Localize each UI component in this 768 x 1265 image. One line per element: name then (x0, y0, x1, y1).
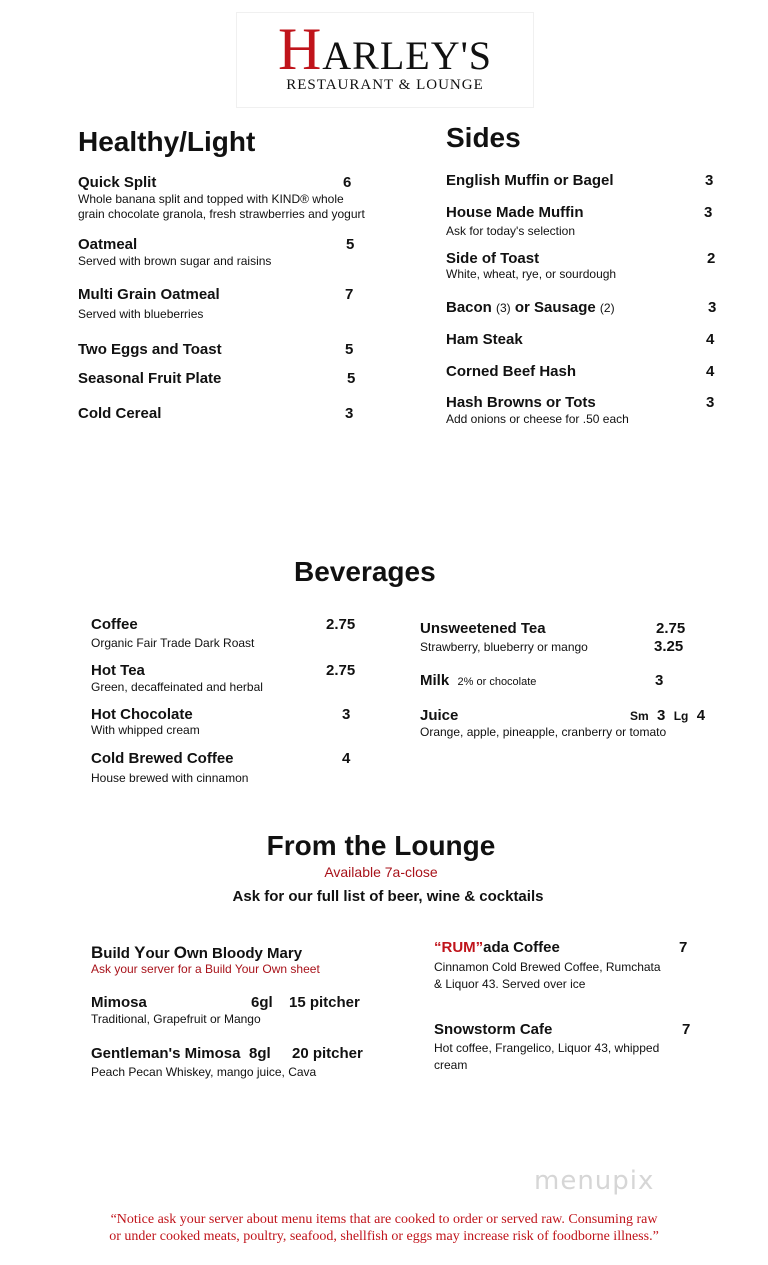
menu-item-pitcher-price: 15 pitcher (289, 994, 360, 1011)
bacon-label: Bacon (446, 299, 492, 316)
menu-item-desc: Traditional, Grapefruit or Mango (91, 1012, 261, 1026)
menu-item-name: Hot Tea (91, 662, 145, 679)
bloody-o: O (173, 943, 188, 962)
juice-sm-label: Sm (630, 709, 649, 723)
menu-item-price: 7 (682, 1021, 691, 1038)
menu-item-price: 5 (345, 341, 354, 358)
menu-item-price: 4 (342, 750, 351, 767)
menu-item-price: 3 (345, 405, 354, 422)
menu-item-price: 3 (342, 706, 351, 723)
menu-item-price: 3 (705, 172, 714, 189)
menu-item-desc: Whole banana split and topped with KIND® whole grain chocolate granola, fresh strawberries and yogurt (78, 192, 365, 221)
menu-item-price: 8gl (249, 1045, 271, 1062)
bloody-b: B (91, 943, 104, 962)
menu-item-price: 2.75 (326, 616, 356, 633)
menu-item-name: Cold Cereal (78, 405, 162, 422)
sausage-qty: (2) (599, 301, 615, 315)
milk-label: Milk (420, 672, 450, 689)
menu-item-price: 3 (706, 394, 715, 411)
menu-item-name: Side of Toast (446, 250, 540, 267)
sausage-label: or Sausage (514, 299, 596, 316)
menu-item-desc: With whipped cream (91, 723, 200, 737)
menu-item-desc: Ask for today's selection (446, 224, 576, 238)
milk-note: 2% or chocolate (457, 676, 537, 688)
menu-item-name: Mimosa (91, 994, 147, 1011)
beverages-section-title: Beverages (294, 556, 436, 587)
notice-line-1: “Notice ask your server about menu items that are cooked to order or served raw. Consuming raw (110, 1212, 658, 1227)
menu-item-price: 3 (704, 204, 713, 221)
juice-sm-price: 3 (657, 707, 666, 724)
watermark: menupix (534, 1166, 655, 1196)
menu-item-name: Snowstorm Cafe (434, 1021, 553, 1038)
menu-item-desc: House brewed with cinnamon (91, 771, 249, 785)
menu-item-desc: Peach Pecan Whiskey, mango juice, Cava (91, 1065, 317, 1079)
notice-line-2: or under cooked meats, poultry, seafood, shellfish or eggs may increase risk of foodborne illness.” (109, 1229, 659, 1244)
logo-subtitle: RESTAURANT & LOUNGE (286, 77, 484, 93)
menu-item-price-alt: 3.25 (654, 638, 684, 655)
menu-item-price: 7 (679, 939, 688, 956)
menu-item-desc: Organic Fair Trade Dark Roast (91, 636, 255, 650)
menu-item-price: 5 (347, 370, 356, 387)
menu-item-price: 7 (345, 286, 354, 303)
menu-item-desc: Served with blueberries (78, 307, 204, 321)
healthy-section-title: Healthy/Light (78, 126, 256, 157)
logo-rest: ARLEY'S (322, 33, 493, 78)
menu-item-price: 2.75 (656, 620, 686, 637)
menu-item-name (434, 939, 560, 956)
menu-item-desc: White, wheat, rye, or sourdough (446, 267, 617, 281)
menu-item-desc: Add onions or cheese for .50 each (446, 412, 629, 426)
menu-item-name: Seasonal Fruit Plate (78, 370, 222, 387)
menu-item-desc: Strawberry, blueberry or mango (420, 640, 588, 654)
juice-prices (630, 707, 705, 724)
logo-initial: H (277, 16, 323, 82)
rumada-rest: ada Coffee (483, 939, 560, 956)
menu-item-desc: cream (434, 1058, 468, 1072)
restaurant-logo (236, 12, 534, 108)
menu-item-price: 2.75 (326, 662, 356, 679)
menu-item-name (420, 672, 536, 689)
menu-item-price: 6 (343, 174, 352, 191)
menu-item-price: 6gl (251, 994, 273, 1011)
menu-item-price: 2 (707, 250, 716, 267)
menu-item-name: Juice (420, 707, 459, 724)
menu-item-name: Cold Brewed Coffee (91, 750, 234, 767)
bloody-b-rest: uild (103, 945, 135, 962)
menu-item-name: Gentleman's Mimosa (91, 1045, 241, 1062)
menu-item-name: Hot Chocolate (91, 706, 193, 723)
menu-item-name: Oatmeal (78, 236, 138, 253)
menu-item-pitcher-price: 20 pitcher (292, 1045, 363, 1062)
menu-item-name: Quick Split (78, 174, 157, 191)
menu-item-name: Hash Browns or Tots (446, 394, 596, 411)
juice-lg-price: 4 (696, 707, 706, 724)
lounge-section-title: From the Lounge (266, 830, 496, 861)
logo-title (237, 15, 533, 84)
menu-item-price: 4 (706, 331, 715, 348)
menu-item-desc: Cinnamon Cold Brewed Coffee, Rumchata (434, 960, 661, 974)
menu-item-name: Ham Steak (446, 331, 523, 348)
bloody-o-rest: wn Bloody Mary (187, 945, 303, 962)
menu-item-price: 4 (706, 363, 715, 380)
bloody-y: Y (134, 943, 146, 962)
rum-highlight: “RUM” (434, 939, 484, 956)
menu-item-price: 3 (708, 299, 717, 316)
menu-item-desc: Served with brown sugar and raisins (78, 254, 272, 268)
menu-item-name: House Made Muffin (446, 204, 584, 221)
juice-lg-label: Lg (673, 709, 689, 723)
menu-item-name: Corned Beef Hash (446, 363, 577, 380)
sides-section-title: Sides (446, 122, 521, 153)
lounge-availability: Available 7a-close (324, 864, 438, 880)
menu-item-name: Two Eggs and Toast (78, 341, 222, 358)
menu-item-desc: Hot coffee, Frangelico, Liquor 43, whipped (434, 1041, 660, 1055)
food-safety-notice (0, 1211, 768, 1245)
menu-item-name: Coffee (91, 616, 138, 633)
menu-item-name: English Muffin or Bagel (446, 172, 614, 189)
menu-item-desc: Green, decaffeinated and herbal (91, 680, 263, 694)
menu-item-name: Multi Grain Oatmeal (78, 286, 220, 303)
menu-item-price: 5 (346, 236, 355, 253)
menu-item-name (91, 943, 302, 963)
lounge-ask-note: Ask for our full list of beer, wine & cocktails (232, 888, 544, 905)
menu-item-price: 3 (655, 672, 664, 689)
menu-item-name: Unsweetened Tea (420, 620, 546, 637)
menu-item-name (446, 299, 615, 316)
menu-item-desc: Ask your server for a Build Your Own sheet (91, 962, 320, 976)
bacon-qty: (3) (496, 301, 511, 315)
menu-item-desc: & Liquor 43. Served over ice (434, 977, 586, 991)
bloody-y-rest: our (145, 945, 174, 962)
menu-item-desc: Orange, apple, pineapple, cranberry or tomato (420, 725, 667, 739)
